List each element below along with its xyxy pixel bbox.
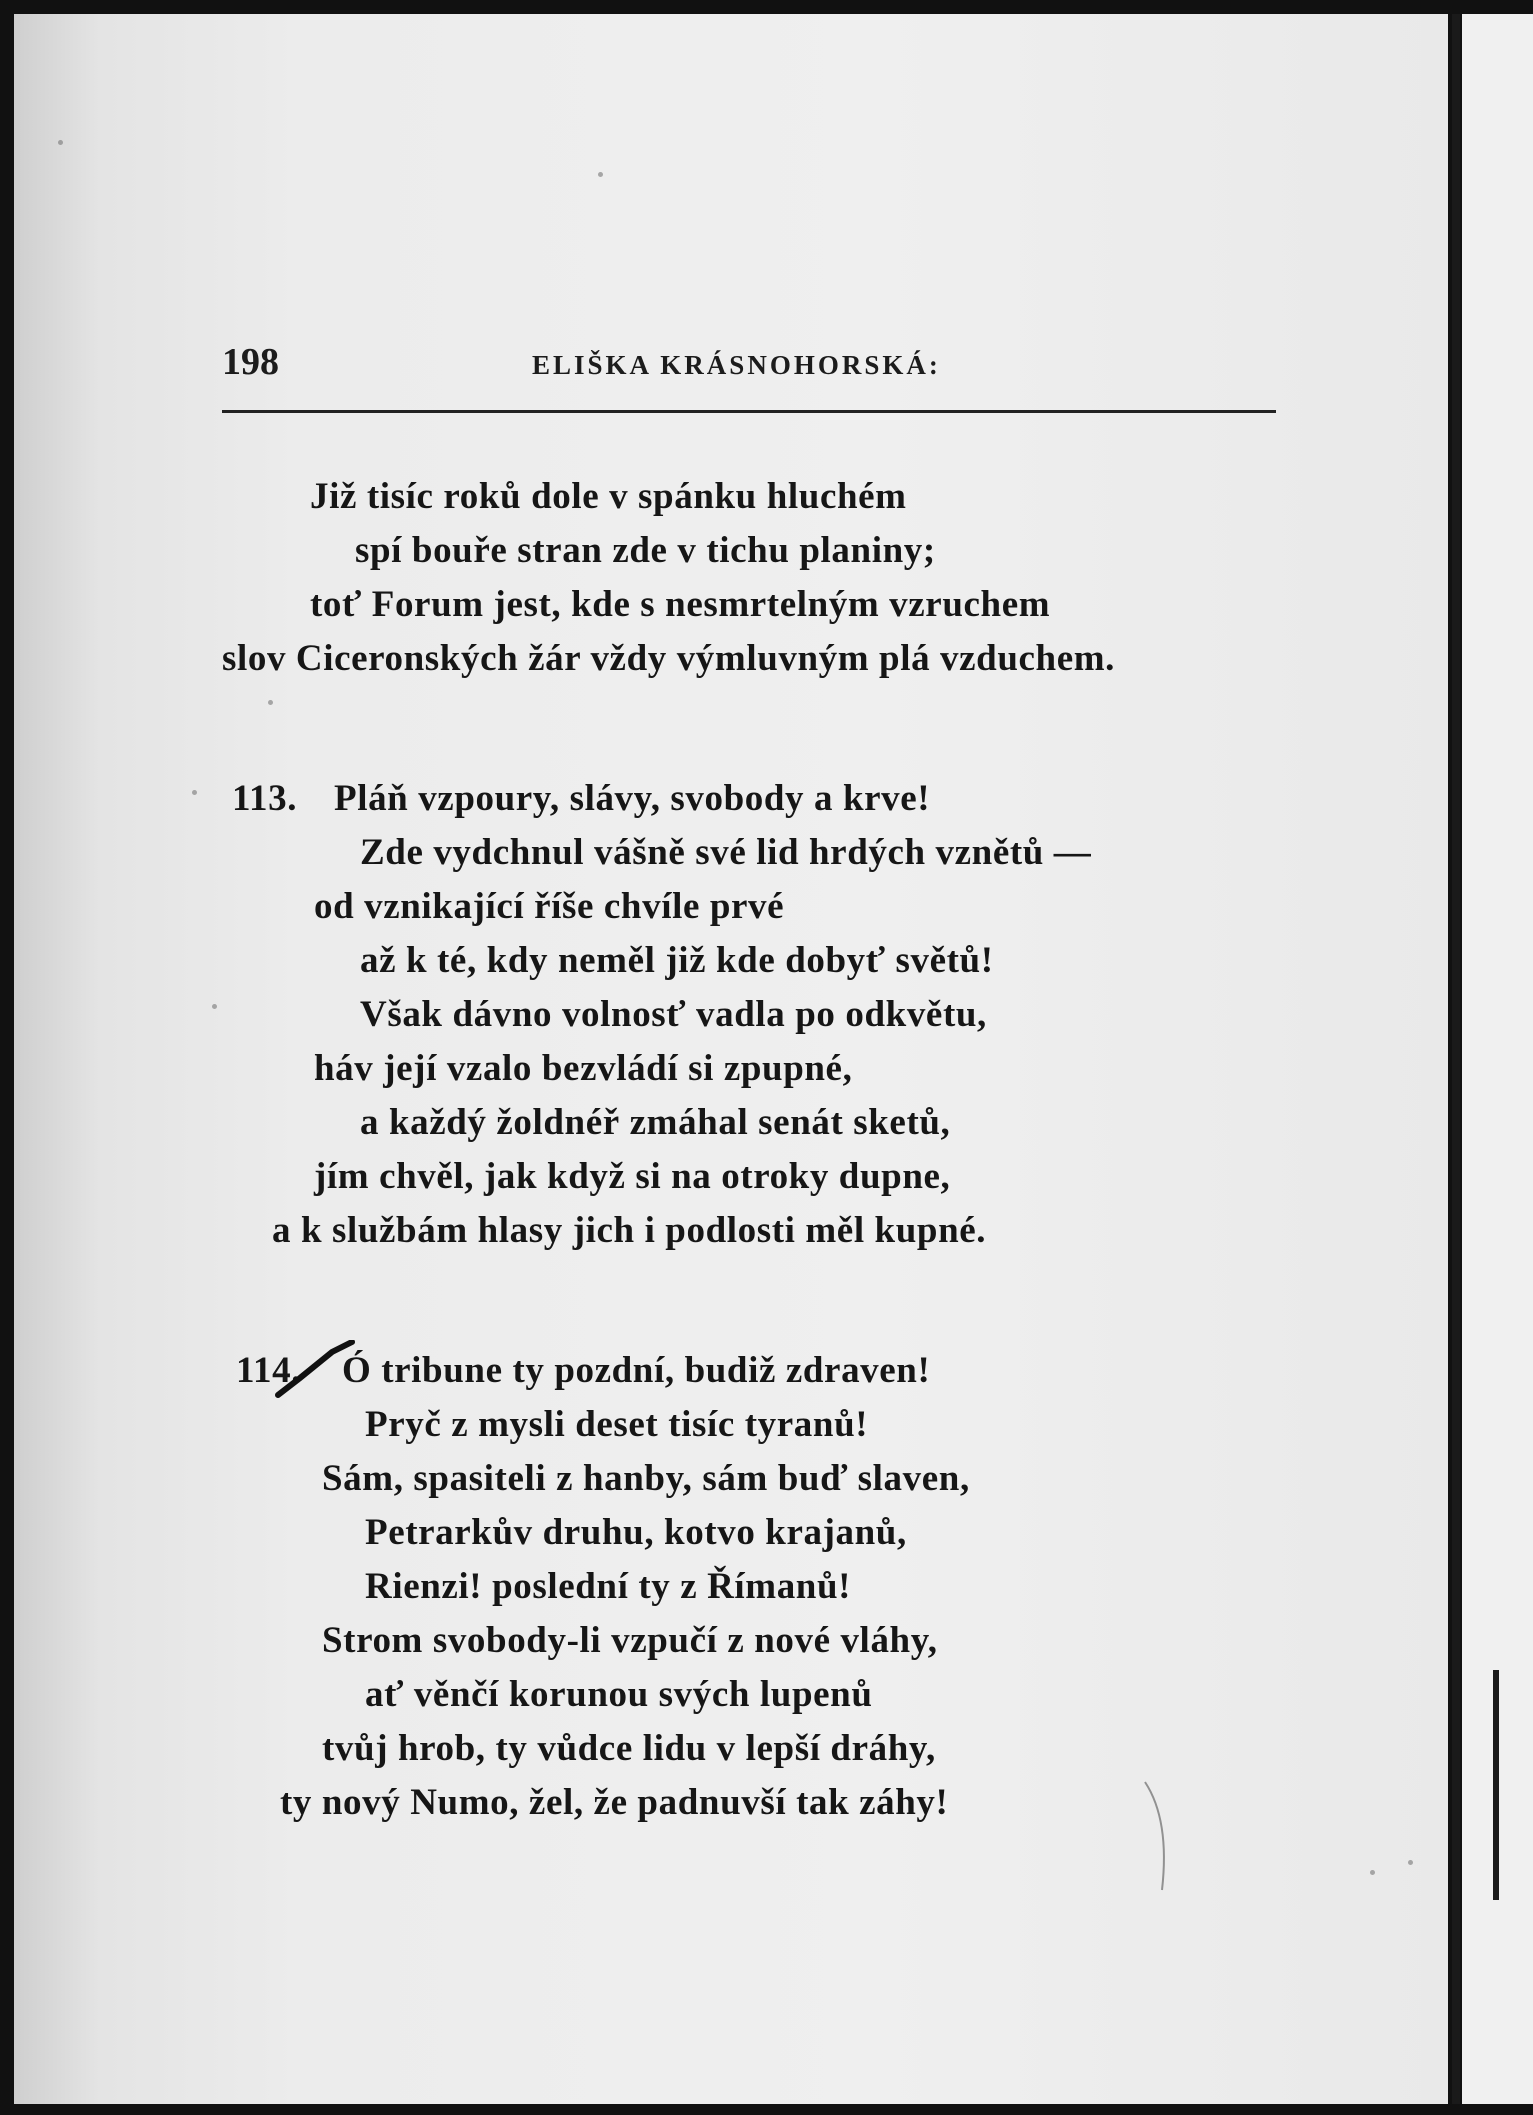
paper-speck — [192, 790, 197, 795]
verse-line: Sám, spasiteli z hanby, sám buď slaven, — [322, 1458, 970, 1499]
paper-speck — [268, 700, 273, 705]
gutter-shadow — [1493, 1670, 1499, 1900]
verse-line: slov Ciceronských žár vždy výmluvným plá vzduchem. — [222, 638, 1116, 679]
verse-line: háv její vzalo bezvládí si zpupné, — [314, 1048, 853, 1089]
verse-line: Ó tribune ty pozdní, budiž zdraven! — [342, 1350, 931, 1391]
verse-line: spí bouře stran zde v tichu planiny; — [355, 530, 936, 571]
verse-line: Však dávno volnosť vadla po odkvětu, — [360, 994, 987, 1035]
verse-line: Strom svobody-li vzpučí z nové vláhy, — [322, 1620, 938, 1661]
verse-line: ty nový Numo, žel, že padnuvší tak záhy! — [280, 1782, 949, 1823]
verse-line: Rienzi! poslední ty z Římanů! — [365, 1566, 852, 1607]
paper-speck — [598, 172, 603, 177]
verse-line: a k službám hlasy jich i podlosti měl kupné. — [272, 1210, 987, 1251]
paper-speck — [58, 140, 63, 145]
page-number: 198 — [222, 341, 279, 383]
pen-stroke-mark — [270, 1340, 360, 1400]
paper-speck — [1370, 1870, 1375, 1875]
verse-line: Zde vydchnul vášně své lid hrdých vznětů — — [360, 832, 1092, 873]
verse-line: od vznikající říše chvíle prvé — [314, 886, 785, 927]
verse-line: Petrarkův druhu, kotvo krajanů, — [365, 1512, 907, 1553]
stanza-number: 113. — [232, 778, 298, 819]
verse-line: až k té, kdy neměl již kde dobyť světů! — [360, 940, 994, 981]
verse-line: Pryč z mysli deset tisíc tyranů! — [365, 1404, 869, 1445]
stanza-number: 114. — [236, 1350, 302, 1391]
paper-speck — [1408, 1860, 1413, 1865]
verse-line: toť Forum jest, kde s nesmrtelným vzruchem — [310, 584, 1051, 625]
verse-line: Již tisíc roků dole v spánku hluchém — [310, 476, 907, 517]
paper-speck — [212, 1004, 217, 1009]
verse-line: tvůj hrob, ty vůdce lidu v lepší dráhy, — [322, 1728, 936, 1769]
running-head: ELIŠKA KRÁSNOHORSKÁ: — [532, 350, 941, 380]
verse-line: ať věnčí korunou svých lupenů — [365, 1674, 873, 1715]
verse-line: a každý žoldnéř zmáhal senát sketů, — [360, 1102, 951, 1143]
page-gutter — [1452, 14, 1460, 2104]
verse-line: jím chvěl, jak když si na otroky dupne, — [314, 1156, 951, 1197]
margin-bracket-mark — [1140, 1780, 1180, 1900]
page-header — [222, 330, 1276, 413]
verse-line: Pláň vzpoury, slávy, svobody a krve! — [334, 778, 931, 819]
